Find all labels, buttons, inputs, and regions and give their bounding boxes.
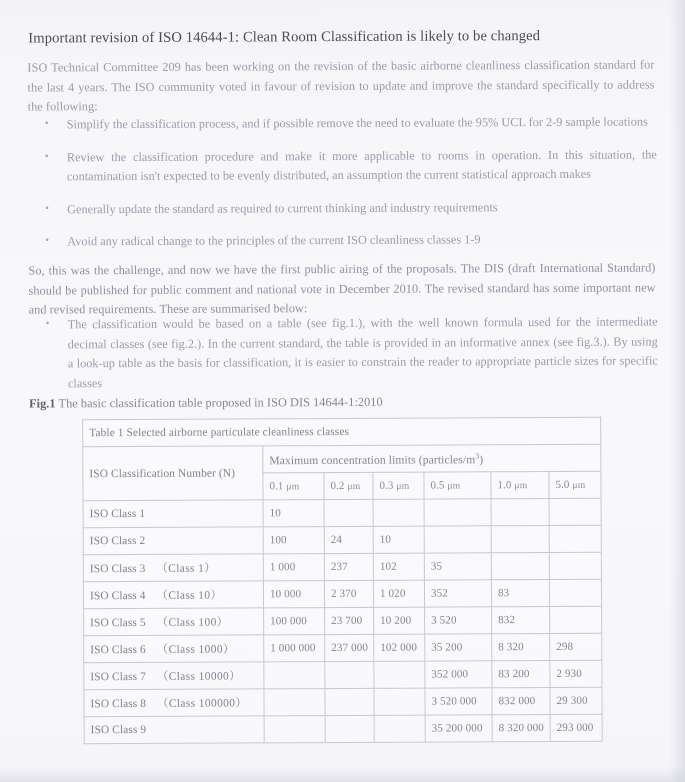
size-value: 0.1 <box>269 480 284 493</box>
list-item: • Review the classification procedure and make it more applicable to rooms in operation. In this situation, the contamination isn't expected to be evenly distributed, an assumption the current statistical approach makes <box>41 145 657 187</box>
size-value: 0.3 <box>379 479 394 492</box>
figure-caption-label: Fig.1 <box>29 396 56 411</box>
column-header-size-1 <box>324 472 373 499</box>
cell <box>424 526 491 553</box>
table-row <box>84 714 602 744</box>
cell <box>325 661 374 688</box>
group-header <box>263 444 601 473</box>
cell: 35 200 <box>425 634 492 661</box>
classification-table <box>82 417 603 745</box>
column-header-size-4 <box>491 471 549 498</box>
cell <box>324 499 373 526</box>
cell: 24 <box>324 526 373 553</box>
cell: 23 700 <box>325 607 374 634</box>
row-label <box>83 554 263 582</box>
table-group-header-row <box>83 444 601 474</box>
cell: 29 300 <box>550 687 602 714</box>
class-alias: （Class 100000） <box>157 697 248 710</box>
column-header-size-0 <box>263 473 324 500</box>
column-header-size-2 <box>373 472 424 499</box>
table-caption-row <box>83 417 601 447</box>
cell: 83 200 <box>492 660 550 687</box>
table-row <box>83 579 601 609</box>
table-row <box>84 687 602 717</box>
class-name: ISO Class 2 <box>89 534 146 548</box>
class-name: ISO Class 3 <box>89 562 146 576</box>
classification-table-container <box>82 417 600 745</box>
class-alias: （Class 1000） <box>156 643 235 656</box>
class-alias: （Class 10000） <box>156 670 241 683</box>
group-header-superscript: 3 <box>475 450 480 460</box>
cell <box>374 661 425 688</box>
group-header-text: Maximum concentration limits (particles/m <box>269 452 476 467</box>
size-value: 5.0 <box>555 478 570 491</box>
table-row <box>83 498 601 528</box>
cell <box>264 689 325 716</box>
table-row <box>83 525 601 555</box>
cell: 1 000 <box>263 554 324 581</box>
size-unit: μm <box>396 480 410 492</box>
cell: 832 000 <box>492 687 550 714</box>
figure-caption <box>29 395 383 412</box>
cell <box>491 525 549 552</box>
cell <box>549 579 601 606</box>
cell: 35 200 000 <box>425 715 492 742</box>
cell: 298 <box>550 633 602 660</box>
cell: 102 000 <box>374 634 425 661</box>
row-label <box>84 716 264 744</box>
row-label <box>83 581 263 609</box>
row-label <box>83 500 263 528</box>
figure-caption-text: The basic classification table proposed in ISO DIS 14644-1:2010 <box>55 394 383 411</box>
size-unit: μm <box>286 481 300 493</box>
row-label <box>84 689 264 717</box>
bullet-list-objectives <box>41 112 658 265</box>
cell: 2 930 <box>550 660 602 687</box>
table-caption: Table 1 Selected airborne particulate cleanliness classes <box>83 417 601 447</box>
cell <box>549 552 601 579</box>
size-value: 1.0 <box>497 479 512 492</box>
class-name: ISO Class 1 <box>89 507 146 521</box>
size-unit: μm <box>447 480 461 492</box>
cell: 35 <box>424 553 491 580</box>
cell: 3 520 000 <box>425 688 492 715</box>
cell: 8 320 <box>492 633 550 660</box>
class-name: ISO Class 4 <box>89 589 146 603</box>
class-name: ISO Class 9 <box>90 723 147 737</box>
cell: 10 200 <box>374 607 425 634</box>
size-value: 0.2 <box>330 479 345 493</box>
cell: 83 <box>491 579 549 606</box>
bullet-list-requirements <box>42 312 658 407</box>
row-label <box>84 635 264 663</box>
class-alias: （Class 100） <box>156 616 229 629</box>
cell: 832 <box>492 606 550 633</box>
cell: 8 320 000 <box>492 714 550 741</box>
class-name: ISO Class 8 <box>90 697 147 711</box>
cell: 237 000 <box>325 634 374 661</box>
row-header-label: ISO Classification Number (N) <box>83 446 263 501</box>
class-name: ISO Class 6 <box>90 643 146 657</box>
row-label <box>84 662 264 690</box>
cell <box>549 498 601 525</box>
column-header-size-3 <box>424 472 491 499</box>
table-row <box>84 633 602 663</box>
cell <box>325 688 374 715</box>
cell: 10 <box>373 526 424 553</box>
size-unit: μm <box>572 479 586 491</box>
size-unit: μm <box>514 480 528 492</box>
cell: 237 <box>324 553 373 580</box>
cell: 1 020 <box>373 580 424 607</box>
table-row <box>83 552 601 582</box>
cell <box>491 552 549 579</box>
cell: 10 000 <box>263 581 324 608</box>
cell: 1 000 000 <box>264 635 325 662</box>
class-alias: （Class 1） <box>156 562 217 575</box>
class-name: ISO Class 5 <box>90 616 146 630</box>
cell <box>264 716 325 743</box>
cell: 2 370 <box>324 580 373 607</box>
row-label <box>84 608 264 636</box>
cell <box>374 715 425 742</box>
second-paragraph: So, this was the challenge, and now we have the first public airing of the proposals. The DIS (draft International Standard) should be published for public comment and national vote in December 2010. The revised standard has some important new and revised requirements. These are summarised below: <box>28 260 656 317</box>
cell <box>491 498 549 525</box>
column-header-size-5 <box>549 471 601 498</box>
cell <box>325 715 374 742</box>
cell <box>550 606 602 633</box>
list-item: • Avoid any radical change to the principles of the current ISO cleanliness classes 1-9 <box>41 230 657 253</box>
class-name: ISO Class 7 <box>90 670 146 684</box>
cell <box>374 688 425 715</box>
cell: 293 000 <box>550 714 602 741</box>
cell: 352 000 <box>425 661 492 688</box>
size-unit: μm <box>347 480 361 492</box>
table-row <box>84 660 602 690</box>
cell <box>424 499 491 526</box>
class-alias: （Class 10） <box>156 589 223 602</box>
cell: 100 <box>263 527 324 554</box>
cell: 3 520 <box>425 607 492 634</box>
row-label <box>83 527 263 555</box>
list-item: • Simplify the classification process, and if possible remove the need to evaluate the 95% UCL for 2-9 sample locations <box>41 112 657 135</box>
size-value: 0.5 <box>430 479 445 492</box>
cell: 10 <box>263 500 324 527</box>
group-header-close: ) <box>479 452 484 466</box>
cell: 100 000 <box>264 608 325 635</box>
cell <box>264 662 325 689</box>
cell: 102 <box>373 553 424 580</box>
page-title: Important revision of ISO 14644-1: Clean Room Classification is likely to be changed <box>28 28 541 47</box>
cell <box>549 525 601 552</box>
cell <box>373 499 424 526</box>
intro-paragraph: ISO Technical Committee 209 has been working on the revision of the basic airborne cleanliness classification standard for the last 4 years. The ISO community voted in favour of revision to update and improve the standard specifically to address the following: <box>27 57 655 114</box>
list-item: • The classification would be based on a table (see fig.1.), with the well known formula used for the intermediate decimal classes (see fig.2.). In the current standard, the table is provided in an informative annex (see fig.3.). By using a look-up table as the basis for classification, it is easier to constrain the reader to appropriate particle sizes for specific classes <box>42 312 658 393</box>
cell: 352 <box>424 580 491 607</box>
list-item: • Generally update the standard as required to current thinking and industry requirements <box>41 197 657 220</box>
table-row <box>84 606 602 636</box>
